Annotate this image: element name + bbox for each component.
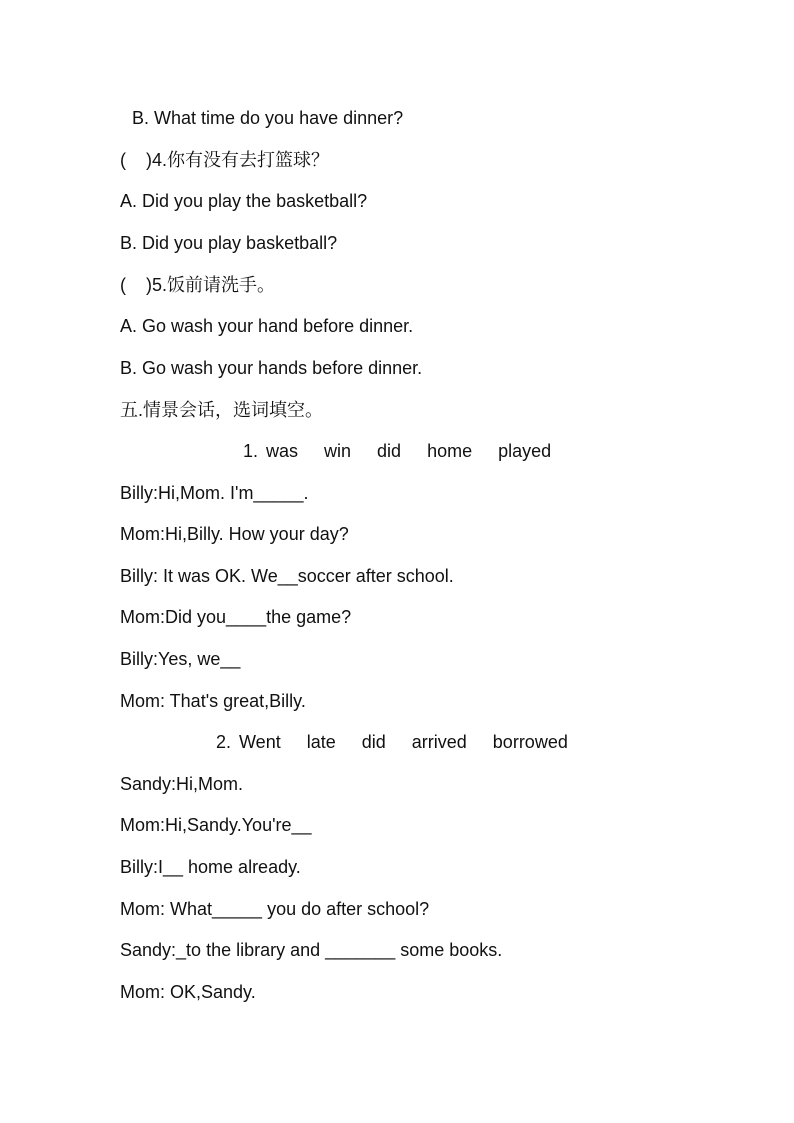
word-bank-number: 2. (216, 732, 232, 752)
dialogue-2-line: Mom: What_____ you do after school? (120, 899, 430, 919)
question-5: ( )5.饭前请洗手。 (120, 275, 276, 295)
dialogue-2-line: Billy:I__ home already. (120, 857, 301, 877)
option-b-q3: B. What time do you have dinner? (132, 108, 404, 128)
word-bank-number: 1. (243, 441, 259, 461)
word-bank-word: did (377, 441, 402, 461)
dialogue-2-line: Sandy:Hi,Mom. (120, 774, 244, 794)
word-bank-word: home (427, 441, 473, 461)
word-bank-word: arrived (411, 732, 467, 752)
word-bank-1 (243, 439, 551, 463)
dialogue-1-line: Billy: It was OK. We__soccer after school. (120, 566, 454, 586)
word-bank-word: borrowed (492, 732, 568, 752)
dialogue-1-line: Billy:Hi,Mom. I'm_____. (120, 483, 309, 503)
dialogue-2-line: Mom: OK,Sandy. (120, 982, 256, 1002)
dialogue-1-line: Mom:Did you____the game? (120, 607, 352, 627)
question-4: ( )4.你有没有去打篮球？ (120, 150, 330, 170)
dialogue-1-line: Mom: That's great,Billy. (120, 691, 306, 711)
word-bank-word: played (498, 441, 552, 461)
option-a-q4: A. Did you play the basketball? (120, 191, 368, 211)
word-bank-2 (216, 730, 568, 754)
word-bank-word: was (266, 441, 299, 461)
word-bank-word: did (361, 732, 386, 752)
option-b-q4: B. Did you play basketball? (120, 233, 338, 253)
option-a-q5: A. Go wash your hand before dinner. (120, 316, 414, 336)
section-5-heading: 五.情景会话，选词填空。 (120, 400, 323, 420)
dialogue-1-line: Billy:Yes, we__ (120, 649, 241, 669)
dialogue-2-line: Sandy:_to the library and _______ some books. (120, 940, 503, 960)
word-bank-word: win (324, 441, 352, 461)
dialogue-1-line: Mom:Hi,Billy. How your day? (120, 524, 349, 544)
dialogue-2-line: Mom:Hi,Sandy.You're__ (120, 815, 312, 835)
option-b-q5: B. Go wash your hands before dinner. (120, 358, 423, 378)
word-bank-word: Went (239, 732, 281, 752)
word-bank-word: late (306, 732, 336, 752)
